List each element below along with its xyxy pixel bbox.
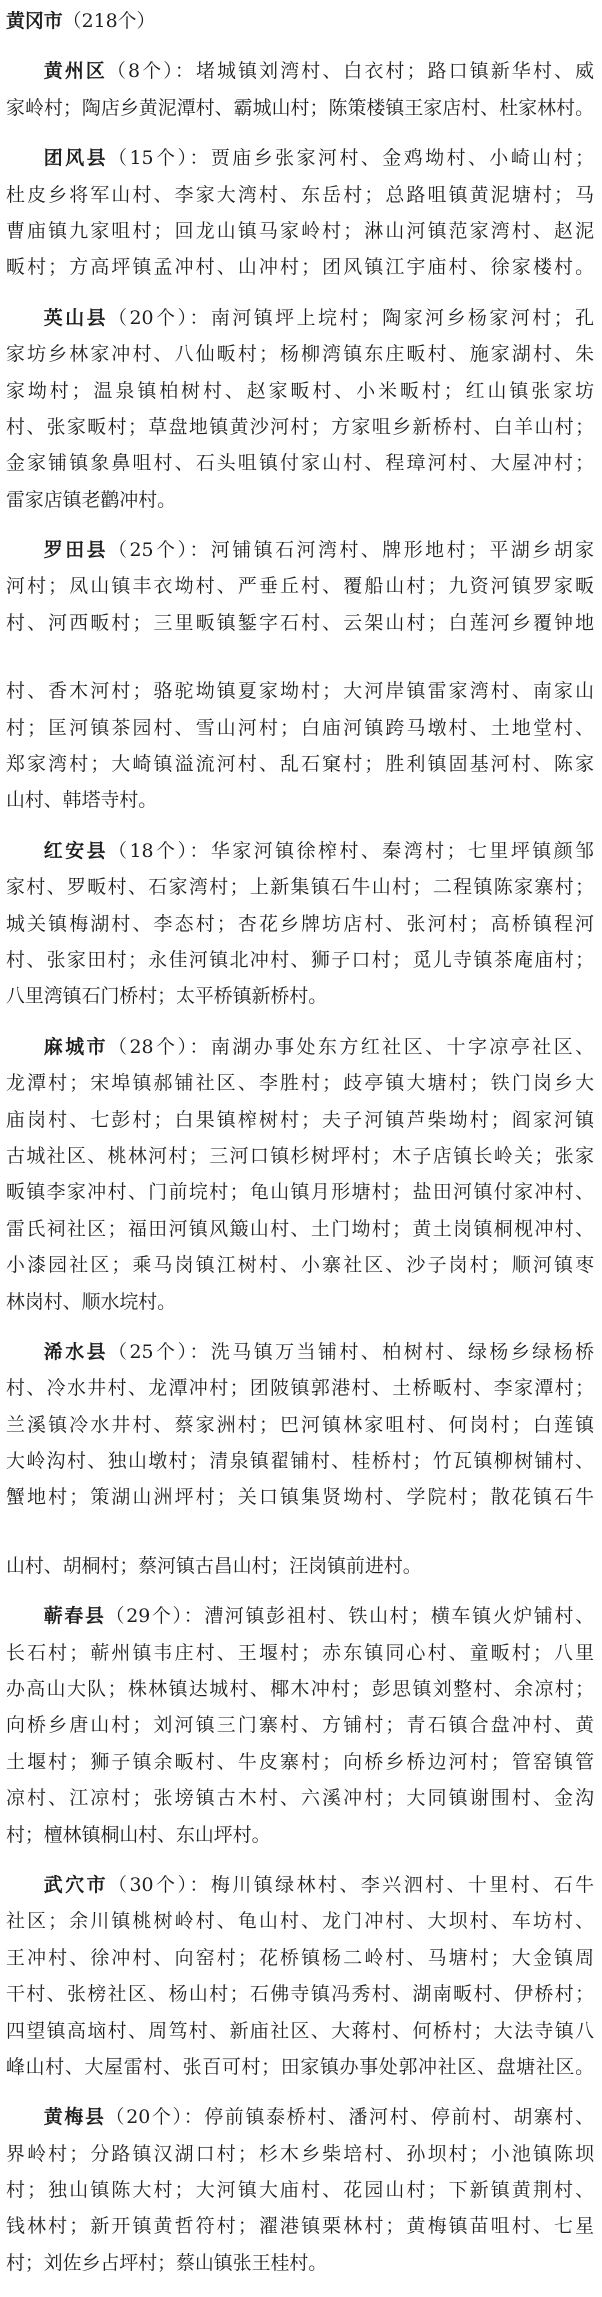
document-header [6, 3, 594, 39]
section-name: 红安县 [43, 839, 109, 862]
section-count: （20个）： [108, 306, 211, 329]
text-line: 雷家店镇老鹳冲村。 [6, 488, 177, 511]
text-line: 城关镇梅湖村、李态村；杏花乡牌坊店村、张河村；高桥镇程河 [6, 912, 594, 935]
text-line: 山村、韩塔寺村。 [6, 789, 158, 812]
text-line: 庙岗村、七彭村；白果镇榨树村；夫子河镇芦柴坳村；阎家河镇 [6, 1108, 594, 1131]
section-count: （30个）： [108, 1873, 211, 1896]
district-hongan [6, 833, 594, 1015]
text-line: 钱林村；新开镇黄哲符村；濯港镇栗林村；黄梅镇苗咀村、七星 [6, 2215, 594, 2238]
text-line: 畈村；方高坪镇孟冲村、山冲村；团风镇江宇庙村、徐家楼村。 [6, 256, 594, 279]
text-line: 干村、张榜社区、杨山村；石佛寺镇冯秀村、湖南畈村、伊桥村； [6, 1983, 594, 2006]
line-text: 华家河镇徐榨村、秦湾村；七里坪镇颜邹 [210, 839, 594, 862]
section-first-line [6, 532, 594, 568]
line-text: 梅川镇绿林村、李兴泗村、十里村、石牛 [210, 1873, 594, 1896]
text-line: 四望镇高垴村、周笃村、新庙社区、大蒋村、何桥村；大法寺镇八 [6, 2019, 594, 2042]
section-count: （29个）： [105, 1605, 205, 1628]
district-macheng [6, 1029, 594, 1320]
district-yingshan [6, 300, 594, 518]
section-count: （18个）： [108, 839, 211, 862]
line-text: 河铺镇石河湾村、牌形地村；平湖乡胡家 [210, 539, 594, 562]
section-first-line [6, 1867, 594, 1903]
text-line: 郑家湾村；大崎镇溢流河村、乱石窠村；胜利镇固基河村、陈家 [6, 753, 594, 776]
text-line: 家村、罗畈村、石家湾村；上新集镇石牛山村；二程镇陈家寨村； [6, 876, 594, 899]
text-line: 雷氏祠社区；福田河镇风簸山村、土门坳村；黄土岗镇桐枧冲村、 [6, 1217, 594, 1240]
line-text: 堵城镇刘湾村、白衣村；路口镇新华村、威 [195, 60, 594, 83]
text-line: 村；檀林镇桐山村、东山坪村。 [6, 1823, 271, 1846]
text-line: 凉村、江凉村；张塝镇古木村、六溪冲村；大同镇谢围村、金沟 [6, 1787, 594, 1810]
text-line: 社区；余川镇桃树岭村、龟山村、龙门冲村、大坝村、车坊村、 [6, 1910, 594, 1933]
section-first-line [6, 140, 594, 176]
section-first-line [6, 300, 594, 336]
text-line: 峰山村、大屋雷村、张百可村；田家镇办事处郭冲社区、盘塘社区。 [6, 2055, 594, 2078]
district-tuanfeng [6, 140, 594, 286]
district-wuxue [6, 1867, 594, 2085]
text-line: 村、冷水井村、龙潭冲村；团陂镇郭港村、土桥畈村、李家潭村； [6, 1377, 594, 1400]
text-line: 兰溪镇冷水井村、蔡家洲村；巴河镇林家咀村、何岗村；白莲镇 [6, 1413, 594, 1436]
district-huangmei [6, 2099, 594, 2281]
district-xishui [6, 1334, 594, 1584]
district-huangzhou [6, 53, 594, 126]
section-name: 罗田县 [43, 539, 109, 562]
text-line: 八里湾镇石门桥村；太平桥镇新桥村。 [6, 985, 328, 1008]
section-name: 武穴市 [43, 1873, 109, 1896]
text-line: 村、张家畈村；草盘地镇黄沙河村；方家咀乡新桥村、白羊山村； [6, 415, 594, 438]
section-count: （8个）： [106, 60, 196, 83]
text-line: 家坳村；温泉镇柏树村、赵家畈村、小米畈村；红山镇张家坊 [6, 379, 594, 402]
section-name: 浠水县 [43, 1340, 109, 1363]
text-line: 蟹地村；策湖山洲坪村；关口镇集贤坳村、学院村；散花镇石牛 [6, 1486, 594, 1509]
section-count: （25个）： [108, 539, 211, 562]
text-line: 土堰村；狮子镇余畈村、牛皮寨村；向桥乡桥边河村；管窑镇管 [6, 1750, 594, 1773]
district-qichun [6, 1598, 594, 1853]
text-line: 村；独山镇陈大村；大河镇大庙村、花园山村；下新镇黄荆村、 [6, 2179, 594, 2202]
section-first-line [6, 833, 594, 869]
section-first-line [6, 1334, 594, 1370]
text-line: 村；匡河镇茶园村、雪山河村；白庙河镇跨马墩村、土地堂村、 [6, 716, 594, 739]
text-line: 古城社区、桃林河村；三河口镇杉树坪村；木子店镇长岭关；张家 [6, 1144, 594, 1167]
text-line: 金家铺镇象鼻咀村、石头咀镇付家山村、程璋河村、大屋冲村； [6, 452, 594, 475]
section-first-line [6, 53, 594, 89]
section-name: 黄梅县 [43, 2106, 106, 2129]
section-name: 团风县 [43, 147, 109, 170]
line-text: 停前镇泰桥村、潘河村、停前村、胡寨村、 [204, 2106, 594, 2129]
section-count: （15个）： [108, 147, 211, 170]
text-line: 办高山大队；株林镇达城村、椰木冲村；彭思镇刘整村、余凉村； [6, 1678, 594, 1701]
section-count: （20个）： [105, 2106, 205, 2129]
text-line: 龙潭村；宋埠镇郝铺社区、李胜村；歧亭镇大塘村；铁门岗乡大 [6, 1072, 594, 1095]
text-line: 王冲村、徐冲村、向窑村；花桥镇杨二岭村、马塘村；大金镇周 [6, 1946, 594, 1969]
text-line: 村、张家田村；永佳河镇北冲村、狮子口村；觅儿寺镇茶庵庙村； [6, 948, 594, 971]
section-name: 黄州区 [43, 60, 107, 83]
text-line: 林岗村、顺水垸村。 [6, 1290, 177, 1313]
text-line: 村、河西畈村；三里畈镇錾字石村、云架山村；白莲河乡覆钟地 [6, 611, 594, 634]
text-line: 河村；凤山镇丰衣坳村、严垂丘村、覆船山村；九资河镇罗家畈 [6, 575, 594, 598]
line-text: 漕河镇彭祖村、铁山村；横车镇火炉铺村、 [204, 1605, 594, 1628]
section-name: 麻城市 [43, 1035, 109, 1058]
section-first-line [6, 1029, 594, 1065]
section-name: 英山县 [43, 306, 109, 329]
line-text: 南河镇坪上垸村；陶家河乡杨家河村；孔 [210, 306, 594, 329]
text-line: 畈镇李家冲村、门前垸村；龟山镇月形塘村；盐田河镇付家冲村、 [6, 1181, 594, 1204]
section-count: （28个）： [108, 1035, 211, 1058]
section-first-line [6, 2099, 594, 2135]
line-text: 洗马镇万当铺村、柏树村、绿杨乡绿杨桥 [210, 1340, 594, 1363]
city-name: 黄冈市 [6, 10, 63, 32]
text-line: 村；刘佐乡占坪村；蔡山镇张王桂村。 [6, 2251, 328, 2274]
text-line: 杜皮乡将军山村、李家大湾村、东岳村；总路咀镇黄泥塘村；马 [6, 183, 594, 206]
text-line: 曹庙镇九家咀村；回龙山镇马家岭村；淋山河镇范家湾村、赵泥 [6, 219, 594, 242]
line-text: 南湖办事处东方红社区、十字凉亭社区、 [210, 1035, 594, 1058]
section-name: 蕲春县 [43, 1605, 106, 1628]
text-line: 家坊乡林家冲村、八仙畈村；杨柳湾镇东庄畈村、施家湖村、朱 [6, 343, 594, 366]
text-line: 家岭村；陶店乡黄泥潭村、霸城山村；陈策楼镇王家店村、杜家林村。 [6, 96, 594, 119]
line-text: 贾庙乡张家河村、金鸡坳村、小崎山村； [210, 147, 594, 170]
text-line: 小漆园社区；乘马岗镇江树村、小寨社区、沙子岗村；顺河镇枣 [6, 1254, 594, 1277]
text-line: 大岭沟村、独山墩村；清泉镇翟铺村、桂桥村；竹瓦镇柳树铺村、 [6, 1450, 594, 1473]
section-count: （25个）： [108, 1340, 211, 1363]
text-line: 向桥乡唐山村；刘河镇三门寨村、方铺村；青石镇合盘冲村、黄 [6, 1714, 594, 1737]
text-line: 界岭村；分路镇汉湖口村；杉木乡柴培村、孙坝村；小池镇陈坝 [6, 2142, 594, 2165]
section-first-line [6, 1598, 594, 1634]
text-line: 山村、胡桐村；蔡河镇古昌山村；汪岗镇前进村。 [6, 1554, 422, 1577]
text-line: 长石村；蕲州镇韦庄村、王堰村；赤东镇同心村、童畈村；八里 [6, 1641, 594, 1664]
city-count: （218个） [62, 10, 156, 32]
text-line: 村、香木河村；骆驼坳镇夏家坳村；大河岸镇雷家湾村、南家山 [6, 680, 594, 703]
district-luotian [6, 532, 594, 819]
